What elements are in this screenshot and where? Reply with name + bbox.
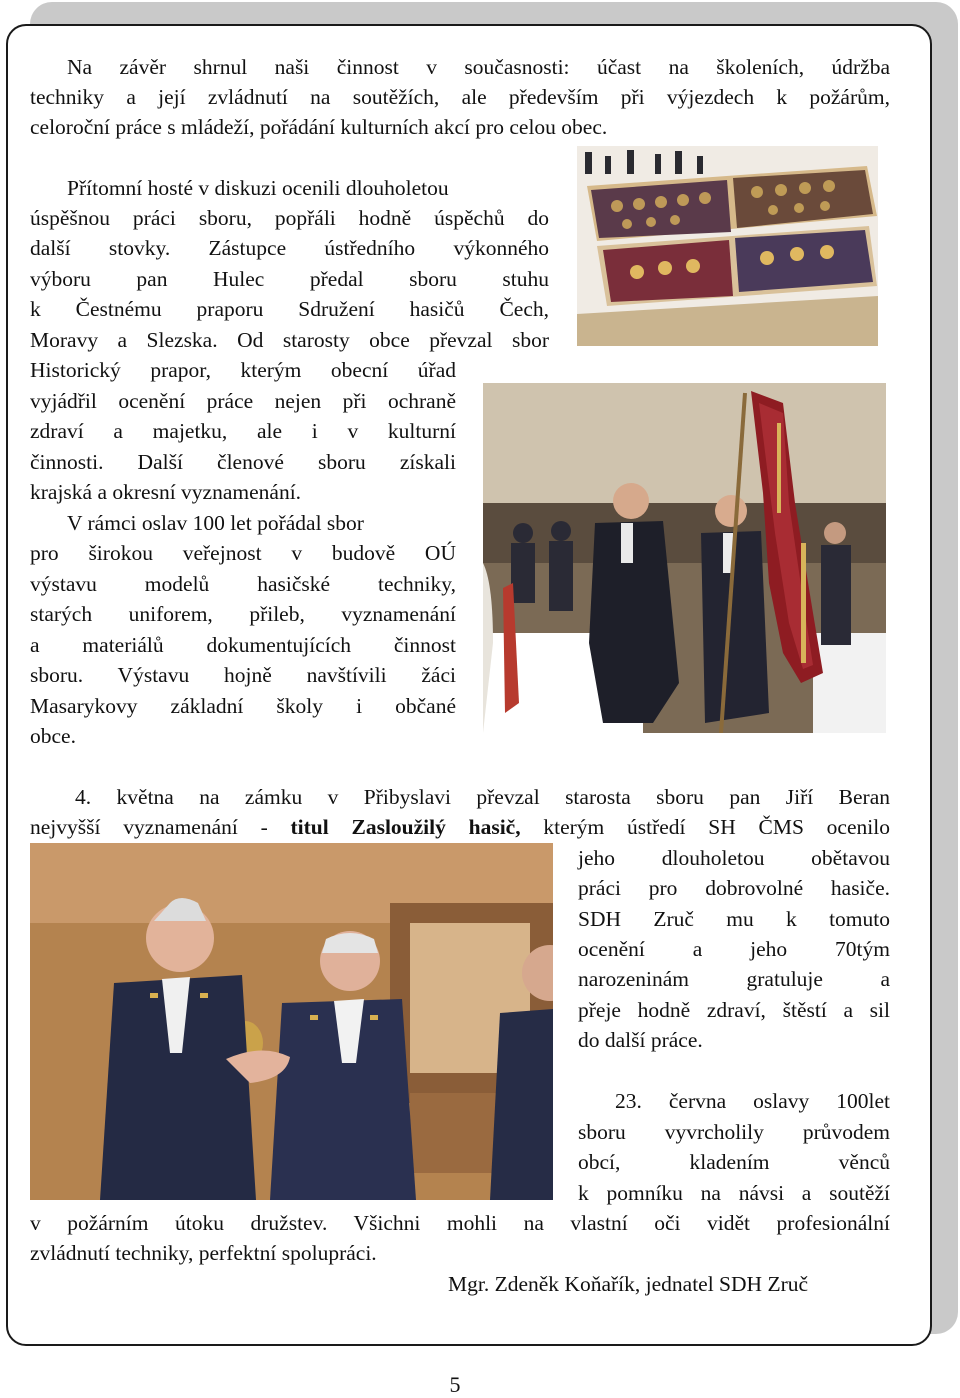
p2-line-5: k Čestnému praporu Sdružení hasičů Čech, bbox=[30, 297, 549, 321]
p4-line-1: 4. května na zámku v Přibyslavi převzal starosta sboru pan Jiří Beran bbox=[75, 785, 890, 809]
p1-line-3: celoroční práce s mládeží, pořádání kulturních akcí pro celou obec. bbox=[30, 115, 608, 139]
p3-line-4: starých uniforem, přileb, vyznamenání bbox=[30, 602, 456, 626]
p4-line-2 bbox=[30, 812, 890, 842]
p4-right-line-4: ocenění a jeho 70tým bbox=[578, 937, 890, 961]
p4-right-line-3: SDH Zruč mu k tomuto bbox=[578, 907, 890, 931]
p3-line-8: obce. bbox=[30, 724, 76, 748]
photo-award-ceremony bbox=[30, 843, 553, 1200]
p5-right-line-2: sboru vyvrcholily průvodem bbox=[578, 1120, 890, 1144]
p1-line-2: techniky a její zvládnutí na soutěžích, ale především při výjezdech k požárům, bbox=[30, 85, 890, 109]
p5-line-5: v požárním útoku družstev. Všichni mohli na vlastní oči vidět profesionální bbox=[30, 1211, 890, 1235]
p1-line-1: Na závěr shrnul naši činnost v současnosti: účast na školeních, údržba bbox=[67, 55, 890, 79]
p2-line-4: výboru pan Hulec předal sboru stuhu bbox=[30, 267, 549, 291]
page-number: 5 bbox=[449, 1372, 461, 1397]
p2-line-6: Moravy a Slezska. Od starosty obce převzal sbor bbox=[30, 328, 549, 352]
p2-line-7: Historický prapor, kterým obecní úřad bbox=[30, 358, 456, 382]
p4-right-line-7: do další práce. bbox=[578, 1028, 703, 1052]
p4-right-line-5: narozeninám gratuluje a bbox=[578, 967, 890, 991]
p5-right-line-3: obcí, kladením věnců bbox=[578, 1150, 890, 1174]
p2-line-1: Přítomní hosté v diskuzi ocenili dlouholetou bbox=[67, 176, 449, 200]
p5-line-6: zvládnutí techniky, perfektní spolupráci. bbox=[30, 1241, 377, 1265]
p4-right-line-2: práci pro dobrovolné hasiče. bbox=[578, 876, 890, 900]
p2-line-8: vyjádřil ocenění práce nejen při ochraně bbox=[30, 389, 456, 413]
p2-line-9: zdraví a majetku, ale i v kulturní bbox=[30, 419, 456, 443]
p3-line-1: V rámci oslav 100 let pořádal sbor bbox=[67, 511, 364, 535]
p4-award-title: titul Zasloužilý hasič, bbox=[290, 815, 521, 839]
p2-line-2: úspěšnou práci sboru, popřáli hodně úspěchů do bbox=[30, 206, 549, 230]
p5-right-line-4: k pomníku na návsi a soutěží bbox=[578, 1181, 890, 1205]
p2-line-10: činnosti. Další členové sboru získali bbox=[30, 450, 456, 474]
p3-line-2: pro širokou veřejnost v budově OÚ bbox=[30, 541, 456, 565]
p2-line-3: další stovky. Zástupce ústředního výkonného bbox=[30, 236, 549, 260]
p3-line-5: a materiálů dokumentujících činnost bbox=[30, 633, 456, 657]
p3-line-6: sboru. Výstavu hojně navštívili žáci bbox=[30, 663, 456, 687]
p4-right-line-1: jeho dlouholetou obětavou bbox=[578, 846, 890, 870]
p4-right-line-6: přeje hodně zdraví, štěstí a sil bbox=[578, 998, 890, 1022]
p4-line-2-start: nejvyšší vyznamenání - bbox=[30, 815, 291, 839]
photo-exhibition-medals bbox=[577, 146, 878, 346]
signature: Mgr. Zdeněk Koňařík, jednatel SDH Zruč bbox=[448, 1272, 809, 1296]
p2-line-11: krajská a okresní vyznamenání. bbox=[30, 480, 302, 504]
p3-line-7: Masarykovy základní školy i občané bbox=[30, 694, 456, 718]
photo-flag-handover bbox=[483, 383, 886, 733]
p5-right-line-1: 23. června oslavy 100let bbox=[615, 1089, 890, 1113]
p3-line-3: výstavu modelů hasičské techniky, bbox=[30, 572, 456, 596]
p4-line-2-end: kterým ústředí SH ČMS ocenilo bbox=[520, 815, 890, 839]
